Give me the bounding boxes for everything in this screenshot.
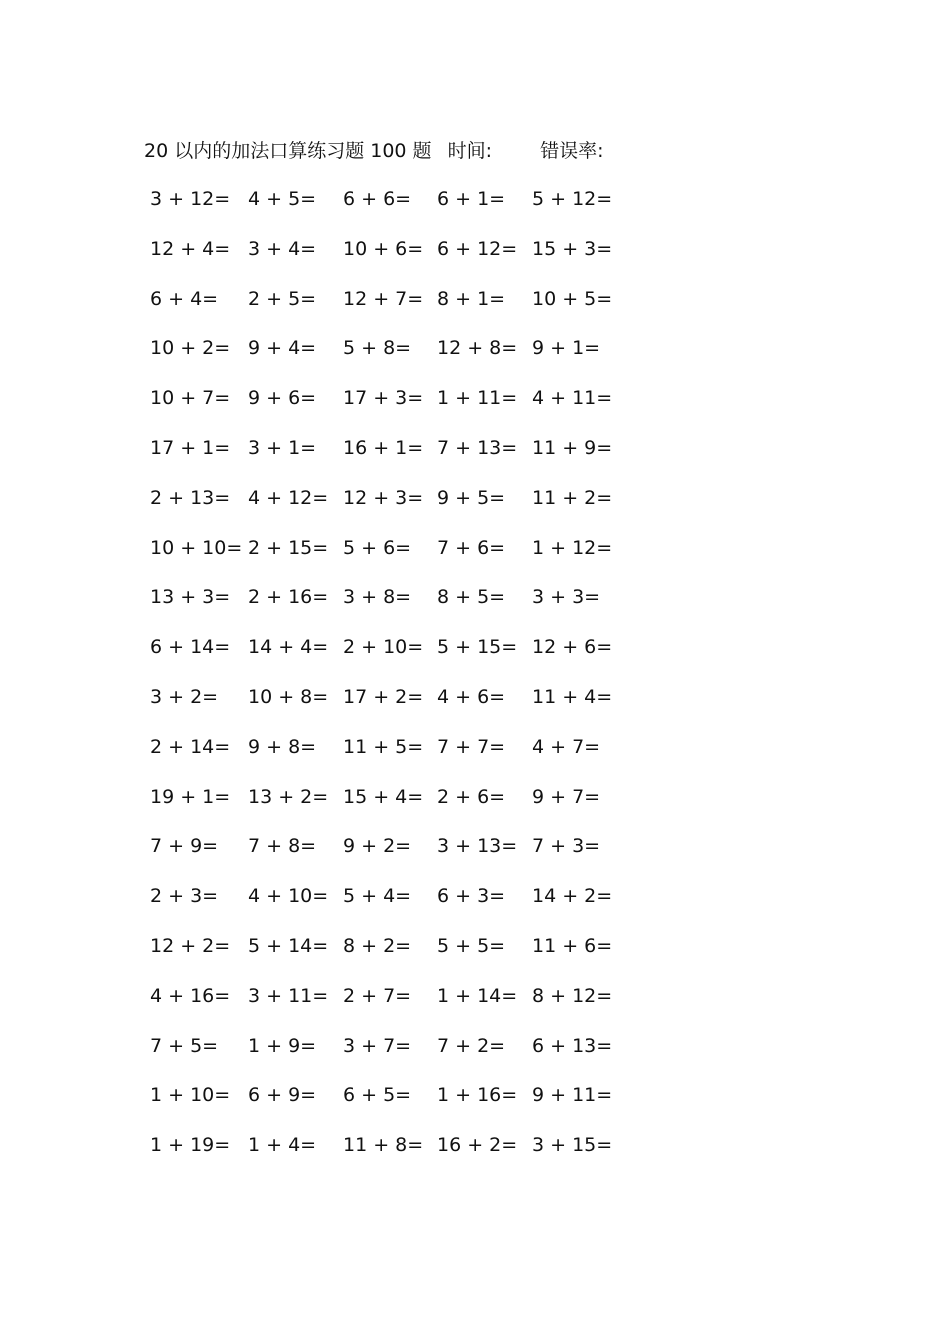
problem-item: 9 + 2=	[343, 835, 412, 858]
problem-row	[140, 582, 640, 632]
problem-item: 17 + 1=	[150, 436, 231, 459]
problem-item: 3 + 11=	[248, 984, 329, 1007]
problem-item: 1 + 14=	[437, 984, 518, 1007]
problem-item: 4 + 16=	[150, 984, 231, 1007]
problem-item: 6 + 12=	[437, 237, 518, 260]
problem-item: 9 + 6=	[248, 387, 317, 410]
problem-item: 2 + 13=	[150, 486, 231, 509]
problem-item: 1 + 9=	[248, 1034, 317, 1057]
problem-item: 7 + 6=	[437, 536, 506, 559]
problem-item: 1 + 16=	[437, 1084, 518, 1107]
problem-item: 7 + 7=	[437, 735, 506, 758]
problem-row	[140, 831, 640, 881]
problem-item: 4 + 12=	[248, 486, 329, 509]
problem-item: 3 + 4=	[248, 237, 317, 260]
problem-item: 7 + 13=	[437, 436, 518, 459]
problem-item: 3 + 7=	[343, 1034, 412, 1057]
problem-item: 7 + 3=	[532, 835, 601, 858]
problem-item: 9 + 11=	[532, 1084, 613, 1107]
problem-item: 17 + 3=	[343, 387, 424, 410]
problem-item: 12 + 4=	[150, 237, 231, 260]
problem-item: 14 + 2=	[532, 885, 613, 908]
problem-item: 6 + 4=	[150, 287, 219, 310]
problem-item: 6 + 1=	[437, 188, 506, 210]
problem-row	[140, 533, 640, 583]
problem-item: 4 + 6=	[437, 685, 506, 708]
problem-item: 17 + 2=	[343, 685, 424, 708]
worksheet-title: 20 以内的加法口算练习题 100 题	[144, 140, 432, 162]
problem-item: 9 + 1=	[532, 337, 601, 360]
problem-item: 10 + 5=	[532, 287, 613, 310]
problem-item: 2 + 10=	[343, 636, 424, 659]
problem-item: 13 + 3=	[150, 586, 231, 609]
problem-item: 1 + 12=	[532, 536, 613, 559]
problem-row	[140, 1080, 640, 1130]
problem-row	[140, 732, 640, 782]
time-label: 时间:	[447, 140, 493, 162]
problem-item: 16 + 1=	[343, 436, 424, 459]
problem-item: 12 + 3=	[343, 486, 424, 509]
problem-item: 3 + 3=	[532, 586, 601, 609]
problem-item: 3 + 2=	[150, 685, 219, 708]
problem-item: 8 + 12=	[532, 984, 613, 1007]
problem-item: 3 + 13=	[437, 835, 518, 858]
problem-row	[140, 234, 640, 284]
problem-item: 2 + 15=	[248, 536, 329, 559]
problem-item: 2 + 16=	[248, 586, 329, 609]
problem-item: 9 + 5=	[437, 486, 506, 509]
problem-item: 4 + 7=	[532, 735, 601, 758]
problem-item: 9 + 4=	[248, 337, 317, 360]
problem-item: 7 + 9=	[150, 835, 219, 858]
problem-row	[140, 284, 640, 334]
error-rate-label: 错误率:	[540, 140, 604, 162]
problem-item: 6 + 13=	[532, 1034, 613, 1057]
problem-row	[140, 632, 640, 682]
problem-item: 2 + 6=	[437, 785, 506, 808]
problem-item: 10 + 2=	[150, 337, 231, 360]
problem-row	[140, 682, 640, 732]
problem-item: 1 + 11=	[437, 387, 518, 410]
problem-item: 13 + 2=	[248, 785, 329, 808]
problem-item: 10 + 6=	[343, 237, 424, 260]
problem-row	[140, 483, 640, 533]
problem-row	[140, 433, 640, 483]
problem-row	[140, 881, 640, 931]
problem-item: 10 + 10=	[150, 536, 243, 559]
problem-item: 4 + 11=	[532, 387, 613, 410]
problem-item: 5 + 4=	[343, 885, 412, 908]
problem-item: 9 + 8=	[248, 735, 317, 758]
problem-item: 11 + 2=	[532, 486, 613, 509]
problem-item: 6 + 5=	[343, 1084, 412, 1107]
problem-item: 8 + 2=	[343, 934, 412, 957]
problem-item: 7 + 5=	[150, 1034, 219, 1057]
problem-item: 2 + 5=	[248, 287, 317, 310]
problem-item: 3 + 1=	[248, 436, 317, 459]
problem-item: 7 + 2=	[437, 1034, 506, 1057]
problem-row	[140, 1130, 640, 1180]
problem-item: 11 + 9=	[532, 436, 613, 459]
problem-item: 5 + 14=	[248, 934, 329, 957]
problem-item: 6 + 9=	[248, 1084, 317, 1107]
problem-item: 11 + 6=	[532, 934, 613, 957]
problem-row	[140, 1031, 640, 1081]
problem-item: 12 + 8=	[437, 337, 518, 360]
problem-item: 3 + 8=	[343, 586, 412, 609]
problem-item: 14 + 4=	[248, 636, 329, 659]
problem-item: 6 + 6=	[343, 188, 412, 210]
problem-grid	[140, 184, 640, 1180]
problem-row	[140, 931, 640, 981]
problem-row	[140, 981, 640, 1031]
problem-item: 12 + 7=	[343, 287, 424, 310]
problem-item: 5 + 8=	[343, 337, 412, 360]
problem-item: 11 + 5=	[343, 735, 424, 758]
problem-item: 5 + 15=	[437, 636, 518, 659]
problem-item: 5 + 5=	[437, 934, 506, 957]
problem-item: 12 + 6=	[532, 636, 613, 659]
problem-item: 9 + 7=	[532, 785, 601, 808]
problem-item: 15 + 4=	[343, 785, 424, 808]
problem-item: 5 + 12=	[532, 188, 613, 210]
problem-item: 3 + 12=	[150, 188, 231, 210]
problem-item: 6 + 3=	[437, 885, 506, 908]
problem-item: 10 + 8=	[248, 685, 329, 708]
problem-row	[140, 782, 640, 832]
problem-row	[140, 184, 640, 234]
problem-item: 7 + 8=	[248, 835, 317, 858]
problem-item: 3 + 15=	[532, 1134, 613, 1157]
problem-row	[140, 383, 640, 433]
problem-item: 8 + 5=	[437, 586, 506, 609]
problem-item: 2 + 7=	[343, 984, 412, 1007]
problem-row	[140, 333, 640, 383]
problem-item: 2 + 14=	[150, 735, 231, 758]
problem-item: 19 + 1=	[150, 785, 231, 808]
problem-item: 1 + 19=	[150, 1134, 231, 1157]
problem-item: 16 + 2=	[437, 1134, 518, 1157]
problem-item: 5 + 6=	[343, 536, 412, 559]
problem-item: 1 + 4=	[248, 1134, 317, 1157]
worksheet-header	[144, 136, 603, 166]
problem-item: 4 + 10=	[248, 885, 329, 908]
problem-item: 1 + 10=	[150, 1084, 231, 1107]
problem-item: 10 + 7=	[150, 387, 231, 410]
problem-item: 11 + 4=	[532, 685, 613, 708]
problem-item: 11 + 8=	[343, 1134, 424, 1157]
problem-item: 8 + 1=	[437, 287, 506, 310]
problem-item: 6 + 14=	[150, 636, 231, 659]
problem-item: 12 + 2=	[150, 934, 231, 957]
problem-item: 2 + 3=	[150, 885, 219, 908]
problem-item: 15 + 3=	[532, 237, 613, 260]
problem-item: 4 + 5=	[248, 188, 317, 210]
